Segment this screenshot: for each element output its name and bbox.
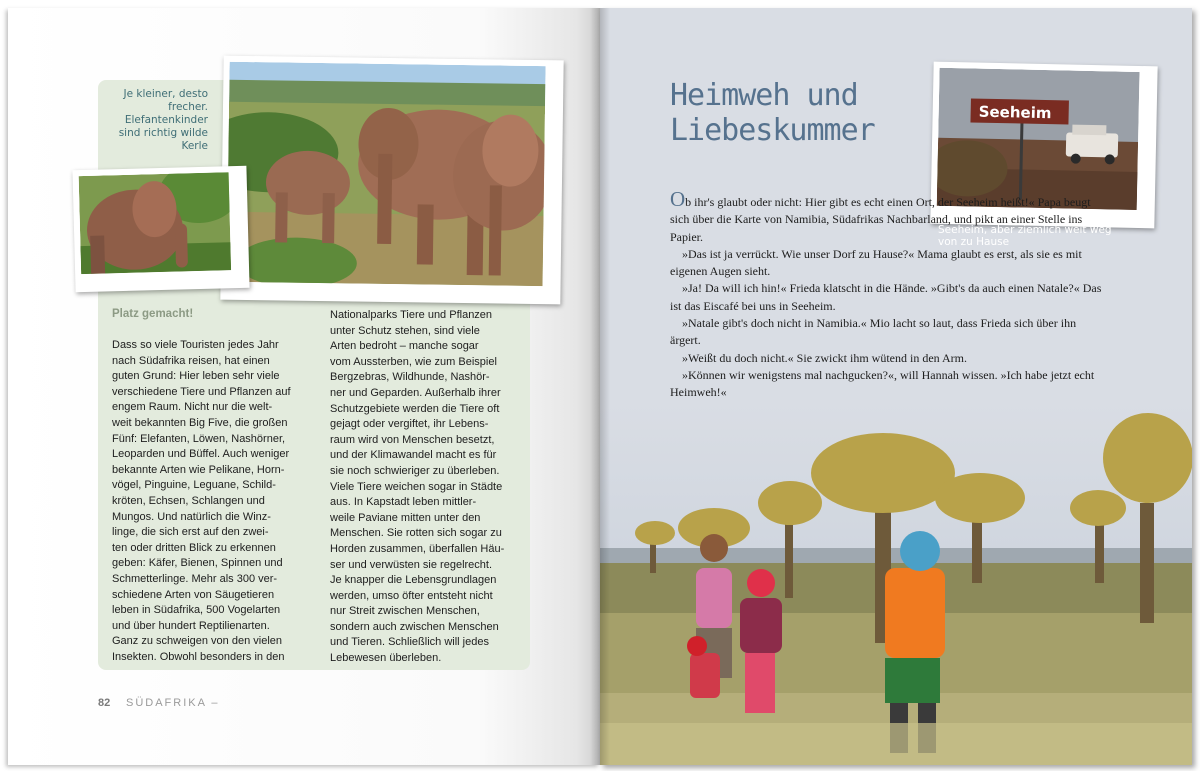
story-paragraph-1-text: b ihr's glaubt oder nicht: Hier gibt es echt einen Ort, der Seeheim heißt!« Papa beugt sich über die Karte von Namibia, Südafrikas Nachbarland, und pikt an einer Stelle ins Papier. bbox=[670, 195, 1091, 244]
elephant-photo bbox=[220, 56, 563, 305]
section-heading: Platz gemacht! bbox=[112, 308, 194, 320]
drop-cap: O bbox=[670, 187, 686, 211]
story-paragraph-5: »Weißt du doch nicht.« Sie zwickt ihm wütend in den Arm. bbox=[682, 350, 967, 365]
story-paragraph-3: »Ja! Da will ich hin!« Frieda klatscht in die Hände. »Gibt's da auch einen Natale?« Das ist das Eiscafé bei uns in Seeheim. bbox=[670, 281, 1102, 313]
page-number: 82 bbox=[98, 697, 111, 709]
story-paragraph-4: »Natale gibt's doch nicht in Namibia.« Mio lacht so laut, dass Frieda sich über ihn ärgert. bbox=[670, 316, 1077, 348]
story-text bbox=[670, 187, 1106, 402]
story-paragraph-2: »Das ist ja verrückt. Wie unser Dorf zu Hause?« Mama glaubt es erst, als sie es mit eigenen Augen sieht. bbox=[670, 246, 1082, 279]
running-head: SÜDAFRIKA – bbox=[126, 697, 220, 709]
book-spine-shadow bbox=[590, 8, 610, 765]
baby-elephant-photo bbox=[72, 166, 249, 293]
body-text-column-2: Nationalparks Tiere und Pflanzen unter Schutz stehen, sind viele Arten bedroht – manche sogar vom Aussterben, wie zum Beispiel Bergzebras, Wildhunde, Nashör- ner und Geparden. Außerhalb ihrer Schutzgebiete werden die Tiere oft gejagt oder vergiftet, ihr Lebens- raum wird von Menschen besetzt, und der Klimawandel macht es für sie noch schwieriger zu überleben. Viele Tiere weichen sogar in Städte aus. In Kapstadt leben mittler- weile Paviane mitten unter den Menschen. Sie rotten sich sogar zu Horden zusammen, überfallen Häu- ser und verwüsten sie regelrecht. Je knapper die Lebensgrundlagen werden, umso öfter entsteht nicht nur Streit zwischen Menschen, sondern auch zwischen Menschen und Tieren. Schließlich will jedes Lebewesen überleben. bbox=[330, 309, 505, 665]
elephant-herd-image bbox=[227, 62, 546, 286]
quiver-tree-family-photo bbox=[600, 403, 1192, 765]
elephant-photo-caption: Je kleiner, desto frecher. Elefantenkinder sind richtig wilde Kerle bbox=[118, 88, 208, 152]
sign-label: Seeheim bbox=[978, 102, 1052, 123]
seeheim-photo-caption: Seeheim, aber ziemlich weit weg von zu Hause bbox=[938, 224, 1112, 248]
body-text-column-1: Dass so viele Touristen jedes Jahr nach Südafrika reisen, hat einen guten Grund: Hier leben sehr viele verschiedene Tiere und Pflanzen auf engem Raum. Nicht nur die welt- weit bekannten Big Five, die großen Fünf: Elefanten, Löwen, Nashörner, Leoparden und Büffel. Auch weniger bekannte Arten wie Pelikane, Horn- vögel, Pinguine, Leguane, Schild- kröten, Echsen, Schlangen und Mungos. Und natürlich die Winz- linge, die sich erst auf den zwei- ten oder dritten Blick zu erkennen geben: Käfer, Bienen, Spinnen und Schmetterlinge. Mehr als 300 ver- schiedene Arten von Säugetieren leben in Südafrika, 500 Vogelarten und über hundert Reptilienarten. Ganz zu schweigen von den vielen Insekten. Obwohl besonders in den bbox=[112, 339, 291, 663]
story-paragraph-6: »Können wir wenigstens mal nachgucken?«, will Hannah wissen. »Ich habe jetzt echt Heimweh!« bbox=[670, 367, 1095, 400]
baby-elephant-image bbox=[79, 172, 232, 274]
right-page bbox=[600, 8, 1192, 765]
story-paragraph-1 bbox=[670, 187, 1106, 246]
seeheim-sign-image bbox=[937, 68, 1140, 210]
chapter-title: Heimweh und Liebeskummer bbox=[670, 78, 875, 148]
